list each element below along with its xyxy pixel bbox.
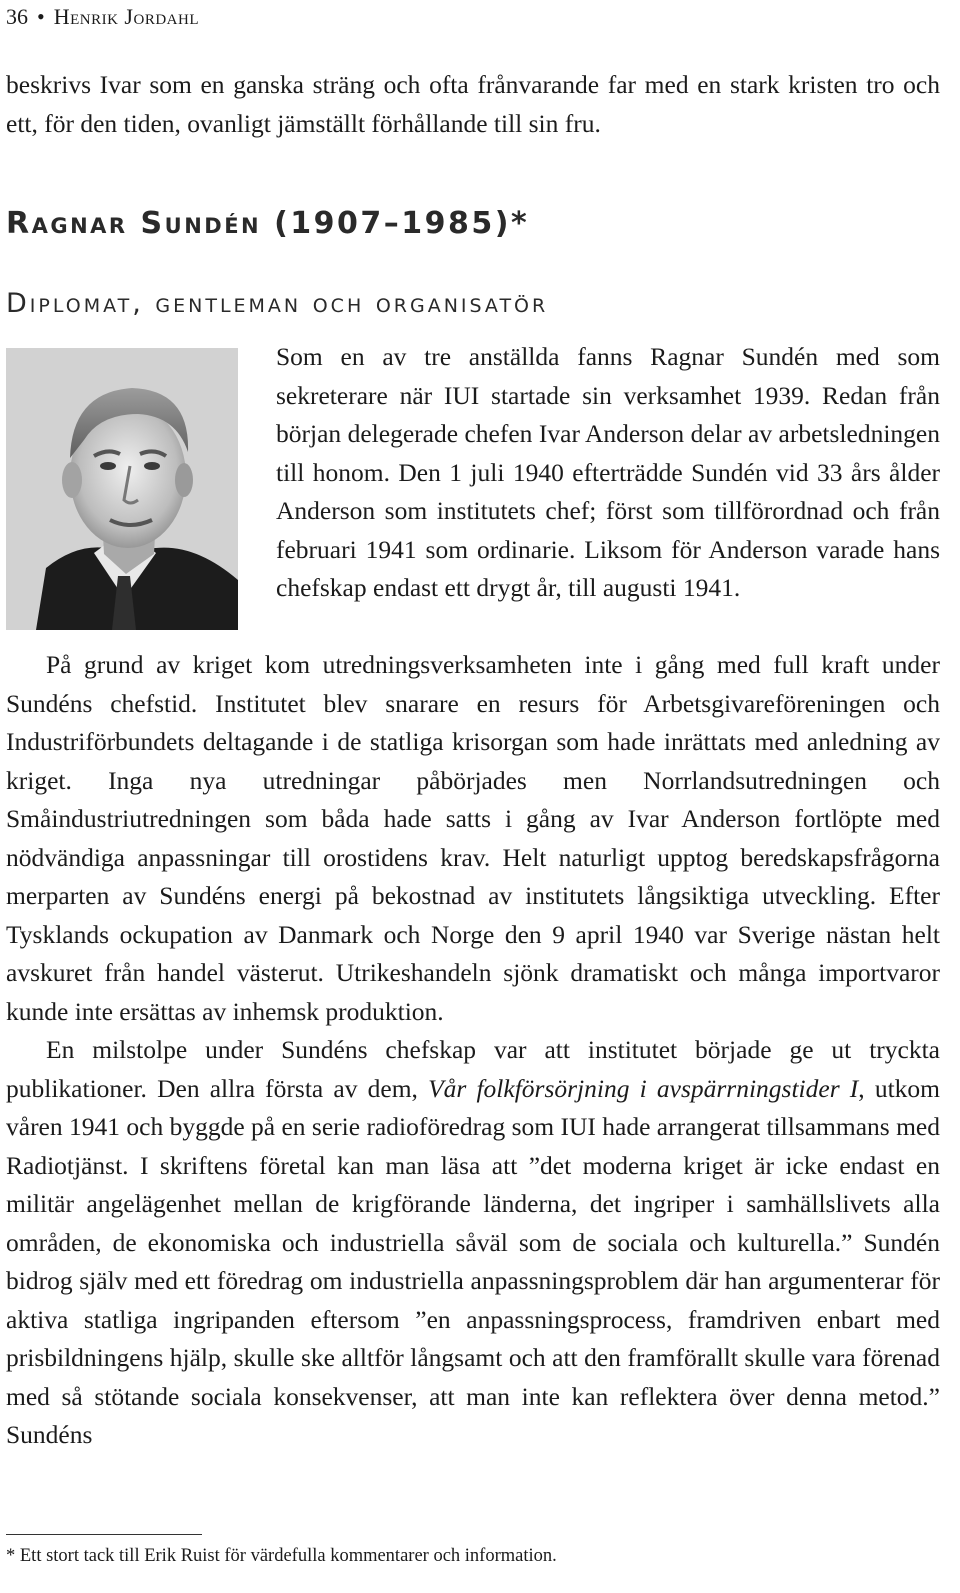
paragraph-war: På grund av kriget kom utredningsverksamheten inte i gång med full kraft under Sundéns chefstid. Institutet blev snarare en resurs för Arbetsgivareföreningen och Industriförbundets deltagande i de statliga krisorgan som hade inrättats med anledning av kriget. Inga nya utredningar påbörjades men Norrlandsutredningen och Småindustriutredningen som båda hade satts i gång av Ivar Anderson fortlöpte med nödvändiga anpassningar till orostidens krav. Helt naturligt upptog beredskapsfrågorna merparten av Sundéns energi på bekostnad av institutets långsiktiga utveckling. Efter Tysklands ockupation av Danmark och Norge den 9 april 1940 var Sverige nästan helt avskuret från handel västerut. Utrikeshandeln sjönk dramatiskt och många importvaror kunde inte ersättas av inhemsk produktion. (6, 650, 940, 1026)
portrait-photo (6, 348, 238, 630)
paragraph-publications-end: , utkom våren 1941 och byggde på en serie radioföredrag som IUI hade arrangerat tillsammans med Radiotjänst. I skriftens företal kan man läsa att ”det moderna kriget är icke endast en militär angelägenhet mellan de krigförande länderna, det ingriper i samhällslivets alla områden, de ekonomiska och industriella såväl som de sociala och kulturella.” Sundén bidrog själv med ett föredrag om industriella anpassningsproblem där han argumenterar för aktiva statliga ingripanden eftersom ”en anpassningsprocess, framdriven enbart med prisbildningens hjälp, skulle ske alltför långsamt och att den framförallt skulle vara förenad med så stötande sociala konsekvenser, att man inte kan reflektera över denna metod.” Sundéns (6, 1073, 940, 1449)
footnote: * Ett stort tack till Erik Ruist för värdefulla kommentarer och information. (6, 1546, 557, 1566)
header-author: Henrik Jordahl (53, 4, 199, 29)
footnote-divider (6, 1534, 202, 1535)
running-header (6, 4, 199, 30)
publication-title: Vår folkförsörjning i avspärrningstider I (428, 1073, 859, 1103)
opening-paragraph (6, 66, 940, 143)
page-number: 36 (6, 4, 28, 29)
opening-paragraph-text: beskrivs Ivar som en ganska sträng och ofta frånvarande far med en stark kristen tro och ett, för den tiden, ovanligt jämställt förhållande till sin fru. (6, 70, 940, 138)
header-separator: • (37, 4, 45, 29)
paragraph-publications (6, 1031, 940, 1455)
section-subtitle: Diplomat, gentleman och organisatör (6, 288, 549, 319)
intro-paragraph (276, 338, 940, 608)
section-title: Ragnar Sundén (1907–1985)* (6, 206, 530, 241)
body-text (6, 646, 940, 1455)
intro-paragraph-text: Som en av tre anställda fanns Ragnar Sundén med som sekreterare när IUI startade sin verksamhet 1939. Redan från början delegerade chefen Ivar Anderson delar av arbetsledningen till honom. Den 1 juli 1940 efterträdde Sundén vid 33 års ålder Anderson som institutets chef; först som tillförordnad och från februari 1941 som ordinarie. Liksom för Anderson varade hans chefskap endast ett drygt år, till augusti 1941. (276, 342, 940, 602)
paragraph-publications-start: En milstolpe under Sundéns chefskap var att institutet började ge ut tryckta publikationer. Den allra första av dem, (6, 1035, 940, 1103)
